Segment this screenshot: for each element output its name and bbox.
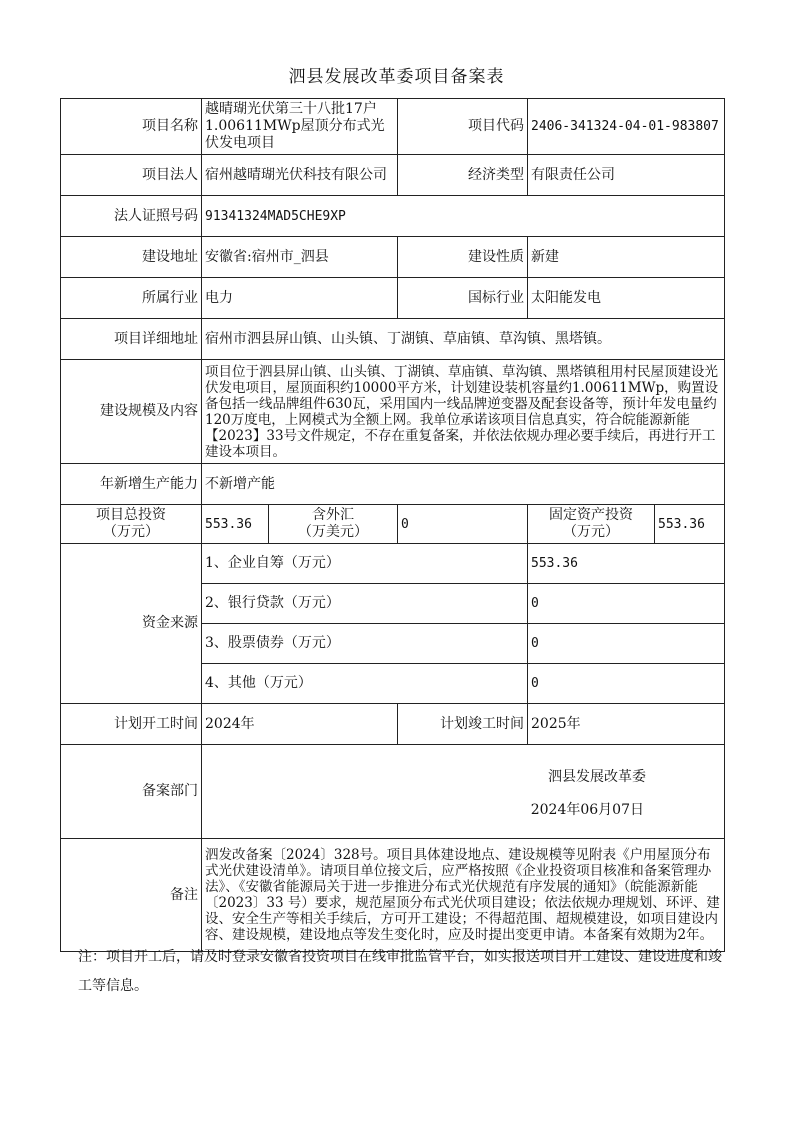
project-code-label: 项目代码 bbox=[398, 99, 528, 155]
row-location bbox=[61, 237, 725, 278]
row-department bbox=[61, 745, 725, 839]
nature-value: 新建 bbox=[528, 237, 725, 278]
fund-item-value: 0 bbox=[528, 624, 725, 664]
project-code-value: 2406-341324-04-01-983807 bbox=[528, 99, 725, 155]
start-time-label: 计划开工时间 bbox=[61, 704, 202, 745]
footer-note: 注：项目开工后，请及时登录安徽省投资项目在线审批监管平台，如实报送项目开工建设、建设进度和竣工等信息。 bbox=[78, 949, 722, 994]
department-date: 2024年06月07日 bbox=[530, 802, 644, 818]
fund-item-label: 3、股票债券（万元） bbox=[202, 624, 528, 664]
total-investment-label bbox=[61, 505, 202, 544]
economic-type-label: 经济类型 bbox=[398, 155, 528, 196]
row-license-no bbox=[61, 196, 725, 237]
legal-person-value: 宿州越晴瑚光伏科技有限公司 bbox=[202, 155, 398, 196]
license-no-label: 法人证照号码 bbox=[61, 196, 202, 237]
scale-value: 项目位于泗县屏山镇、山头镇、丁湖镇、草庙镇、草沟镇、黑塔镇租用村民屋顶建设光伏发电项目，屋顶面积约10000平方米，计划建设装机容量约1.00611MWp，购置设备包括一线品牌组件630瓦，采用国内一线品牌逆变器及配套设备等，预计年发电量约120万度电，上网模式为全额上网。我单位承诺该项目信息真实，符合皖能源新能【2023】33号文件规定，不存在重复备案，并依法依规办理必要手续后，再进行开工建设本项目。 bbox=[202, 360, 725, 464]
remarks-value: 泗发改备案〔2024〕328号。项目具体建设地点、建设规模等见附表《户用屋顶分布式光伏建设清单》。请项目单位接文后，应严格按照《企业投资项目核准和备案管理办法》、《安徽省能源局关于进一步推进分布式光伏规范有序发展的通知》（皖能源新能〔2023〕33 号）要求，规范屋顶分布式光伏项目建设；依法依规办理规划、环评、建设、安全生产等相关手续后，方可开工建设；不得超范围、超规模建设，如项目建设内容、建设规模，建设地点等发生变化时，应及时提出变更申请。本备案有效期为2年。 bbox=[202, 839, 725, 952]
forex-label bbox=[269, 505, 398, 544]
fund-item-label: 1、企业自筹（万元） bbox=[202, 544, 528, 584]
fixed-asset-label bbox=[528, 505, 655, 544]
department-name: 泗县发展改革委 bbox=[548, 769, 646, 785]
legal-person-label: 项目法人 bbox=[61, 155, 202, 196]
row-legal-person bbox=[61, 155, 725, 196]
fund-item-label: 4、其他（万元） bbox=[202, 664, 528, 704]
industry-label: 所属行业 bbox=[61, 278, 202, 319]
economic-type-value: 有限责任公司 bbox=[528, 155, 725, 196]
fund-item-value: 553.36 bbox=[528, 544, 725, 584]
fund-item-value: 0 bbox=[528, 664, 725, 704]
detail-address-label: 项目详细地址 bbox=[61, 319, 202, 360]
project-name-label: 项目名称 bbox=[61, 99, 202, 155]
fixed-asset-label-line1: 固定资产投资 bbox=[549, 507, 633, 523]
remarks-label: 备注 bbox=[61, 839, 202, 952]
scale-label: 建设规模及内容 bbox=[61, 360, 202, 464]
end-time-label: 计划竣工时间 bbox=[398, 704, 528, 745]
forex-label-line2: （万美元） bbox=[298, 524, 368, 540]
row-schedule bbox=[61, 704, 725, 745]
fund-source-label: 资金来源 bbox=[61, 544, 202, 704]
national-industry-label: 国标行业 bbox=[398, 278, 528, 319]
start-time-value: 2024年 bbox=[202, 704, 398, 745]
row-investment bbox=[61, 505, 725, 544]
row-project-name bbox=[61, 99, 725, 155]
industry-value: 电力 bbox=[202, 278, 398, 319]
form-title: 泗县发展改革委项目备案表 bbox=[288, 67, 505, 87]
department-cell bbox=[202, 745, 725, 839]
end-time-value: 2025年 bbox=[528, 704, 725, 745]
forex-label-line1: 含外汇 bbox=[312, 507, 354, 523]
total-investment-value: 553.36 bbox=[202, 505, 269, 544]
capacity-value: 不新增产能 bbox=[202, 464, 725, 505]
row-capacity bbox=[61, 464, 725, 505]
total-investment-label-line1: 项目总投资 bbox=[96, 507, 166, 523]
row-remarks bbox=[61, 839, 725, 952]
location-value: 安徽省:宿州市_泗县 bbox=[202, 237, 398, 278]
license-no-value: 91341324MAD5CHE9XP bbox=[202, 196, 725, 237]
filing-form-table bbox=[60, 98, 725, 952]
fixed-asset-value: 553.36 bbox=[655, 505, 725, 544]
capacity-label: 年新增生产能力 bbox=[61, 464, 202, 505]
location-label: 建设地址 bbox=[61, 237, 202, 278]
department-label: 备案部门 bbox=[61, 745, 202, 839]
total-investment-label-line2: （万元） bbox=[103, 524, 159, 540]
fixed-asset-label-line2: （万元） bbox=[563, 524, 619, 540]
fund-item-value: 0 bbox=[528, 584, 725, 624]
forex-value: 0 bbox=[398, 505, 528, 544]
row-fund-1 bbox=[61, 544, 725, 584]
project-name-value: 越晴瑚光伏第三十八批17户1.00611MWp屋顶分布式光伏发电项目 bbox=[202, 99, 398, 155]
fund-item-label: 2、银行贷款（万元） bbox=[202, 584, 528, 624]
national-industry-value: 太阳能发电 bbox=[528, 278, 725, 319]
nature-label: 建设性质 bbox=[398, 237, 528, 278]
row-detail-address bbox=[61, 319, 725, 360]
detail-address-value: 宿州市泗县屏山镇、山头镇、丁湖镇、草庙镇、草沟镇、黑塔镇。 bbox=[202, 319, 725, 360]
row-scale bbox=[61, 360, 725, 464]
row-industry bbox=[61, 278, 725, 319]
